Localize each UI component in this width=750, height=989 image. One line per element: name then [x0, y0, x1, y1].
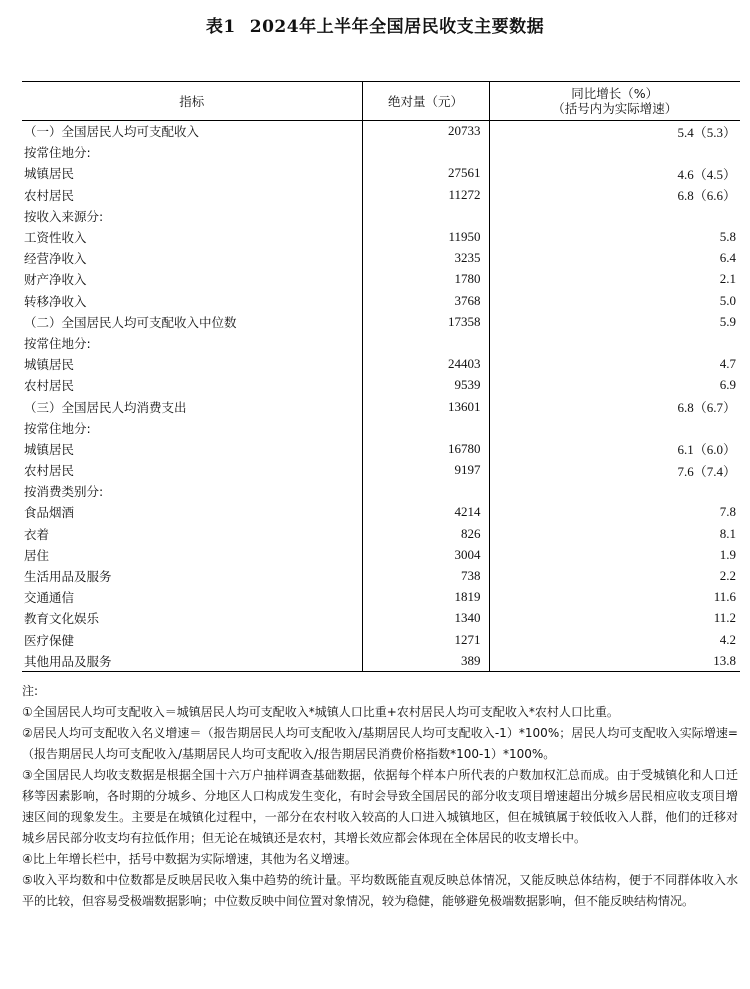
row-growth-value	[489, 332, 740, 353]
row-absolute-value	[362, 142, 489, 163]
table-row	[22, 629, 740, 650]
table-row	[22, 121, 740, 142]
row-growth-value: 2.2	[489, 565, 740, 586]
row-absolute-value: 3004	[362, 544, 489, 565]
row-absolute-value	[362, 417, 489, 438]
row-absolute-value: 738	[362, 565, 489, 586]
table-row	[22, 248, 740, 269]
row-growth-value: 6.4	[489, 248, 740, 269]
header-absolute: 绝对量（元）	[362, 82, 489, 121]
table-row	[22, 354, 740, 375]
table-row	[22, 523, 740, 544]
row-label: 城镇居民	[24, 166, 75, 182]
table-row	[22, 375, 740, 396]
table-row	[22, 205, 740, 226]
row-growth-value: 6.9	[489, 375, 740, 396]
notes-heading: 注:	[22, 684, 39, 698]
table-row	[22, 481, 740, 502]
row-absolute-value: 1340	[362, 608, 489, 629]
table-row	[22, 417, 740, 438]
row-label: 医疗保健	[24, 632, 75, 648]
note-item: ⑤收入平均数和中位数都是反映居民收入集中趋势的统计量。平均数既能直观反映总体情况，又能反映总体结构，便于不同群体收入水平的比较，但容易受极端数据影响；中位数反映中间位置对象情况，较为稳健，能够避免极端数据影响，但不能反映结构情况。	[22, 873, 738, 908]
row-absolute-value: 3235	[362, 248, 489, 269]
row-growth-value: 6.1（6.0）	[489, 438, 740, 459]
row-absolute-value: 11950	[362, 226, 489, 247]
row-label: 按常住地分:	[24, 145, 91, 161]
row-label: 转移净收入	[24, 293, 87, 309]
table-row	[22, 226, 740, 247]
row-absolute-value: 24403	[362, 354, 489, 375]
row-growth-value: 5.8	[489, 226, 740, 247]
table-row	[22, 650, 740, 671]
table-row	[22, 184, 740, 205]
row-absolute-value: 11272	[362, 184, 489, 205]
note-item: ②居民人均可支配收入名义增速＝（报告期居民人均可支配收入/基期居民人均可支配收入-1）*100%；居民人均可支配收入实际增速=（报告期居民人均可支配收入/基期居民人均可支配收入/报告期居民消费价格指数*100-1）*100%。	[22, 726, 738, 761]
row-absolute-value: 20733	[362, 121, 489, 142]
row-growth-value: 4.7	[489, 354, 740, 375]
row-absolute-value: 1780	[362, 269, 489, 290]
row-label: 财产净收入	[24, 272, 87, 288]
row-absolute-value: 3768	[362, 290, 489, 311]
row-growth-value	[489, 481, 740, 502]
table-row	[22, 502, 740, 523]
row-growth-value: 7.6（7.4）	[489, 460, 740, 481]
row-growth-value: 11.2	[489, 608, 740, 629]
row-absolute-value: 389	[362, 650, 489, 671]
row-growth-value	[489, 417, 740, 438]
row-growth-value	[489, 142, 740, 163]
row-growth-value: 13.8	[489, 650, 740, 671]
row-label: 农村居民	[24, 463, 75, 479]
header-indicator: 指标	[22, 82, 362, 121]
row-label: 农村居民	[24, 187, 75, 203]
row-growth-value: 4.2	[489, 629, 740, 650]
row-growth-value: 8.1	[489, 523, 740, 544]
row-absolute-value: 13601	[362, 396, 489, 417]
row-label: 经营净收入	[24, 251, 87, 267]
row-label: 居住	[24, 547, 50, 563]
row-label: 其他用品及服务	[22, 650, 362, 671]
row-label: 按常住地分:	[24, 335, 91, 351]
row-growth-value: 6.8（6.6）	[489, 184, 740, 205]
table-row	[22, 587, 740, 608]
header-growth	[489, 82, 740, 121]
header-growth-line2: （括号内为实际增速）	[552, 101, 678, 116]
row-label: 生活用品及服务	[24, 569, 112, 585]
row-label: 按常住地分:	[24, 420, 91, 436]
row-absolute-value: 9539	[362, 375, 489, 396]
table-row	[22, 438, 740, 459]
table-title-text: 2024年上半年全国居民收支主要数据	[249, 17, 545, 37]
row-absolute-value: 16780	[362, 438, 489, 459]
row-absolute-value	[362, 332, 489, 353]
row-label: 按消费类别分:	[24, 484, 104, 500]
table-row	[22, 269, 740, 290]
row-growth-value: 4.6（4.5）	[489, 163, 740, 184]
row-label: 按收入来源分:	[24, 208, 104, 224]
row-absolute-value	[362, 205, 489, 226]
table-number: 表1	[205, 17, 236, 37]
row-label: （三）全国居民人均消费支出	[24, 399, 187, 415]
row-label: 农村居民	[24, 378, 75, 394]
note-item: ①全国居民人均可支配收入＝城镇居民人均可支配收入*城镇人口比重+农村居民人均可支配收入*农村人口比重。	[22, 705, 619, 719]
table-row	[22, 608, 740, 629]
table-row	[22, 290, 740, 311]
row-growth-value: 2.1	[489, 269, 740, 290]
row-absolute-value: 9197	[362, 460, 489, 481]
row-label: 衣着	[24, 526, 50, 542]
row-label: 交通通信	[24, 590, 75, 606]
table-row	[22, 460, 740, 481]
row-growth-value: 11.6	[489, 587, 740, 608]
row-growth-value	[489, 205, 740, 226]
table-row	[22, 142, 740, 163]
row-absolute-value: 1819	[362, 587, 489, 608]
row-label: （二）全国居民人均可支配收入中位数	[24, 314, 237, 330]
table-title	[0, 12, 750, 37]
table-row	[22, 396, 740, 417]
row-label: 城镇居民	[24, 441, 75, 457]
note-item: ③全国居民人均收支数据是根据全国十六万户抽样调查基础数据，依据每个样本户所代表的户数加权汇总而成。由于受城镇化和人口迁移等因素影响，各时期的分城乡、分地区人口构成发生变化，有时会导致全国居民的部分收支项目增速超出分城乡居民相应收支项目增速区间的现象发生。主要是在城镇化过程中，一部分在农村收入较高的人口进入城镇地区，但在城镇属于较低收入人群，他们的迁移对城乡居民部分收支均有拉低作用；但无论在城镇还是农村，其增长效应都会体现在全体居民的收支增长中。	[22, 768, 738, 845]
row-absolute-value: 27561	[362, 163, 489, 184]
data-table	[22, 81, 740, 672]
table-row	[22, 565, 740, 586]
table-row	[22, 163, 740, 184]
row-growth-value: 1.9	[489, 544, 740, 565]
table-row	[22, 311, 740, 332]
row-label: 工资性收入	[24, 230, 87, 246]
row-absolute-value: 4214	[362, 502, 489, 523]
row-growth-value: 5.9	[489, 311, 740, 332]
table-body	[22, 121, 740, 672]
row-label: 城镇居民	[24, 357, 75, 373]
table-row	[22, 332, 740, 353]
table-header	[22, 82, 740, 121]
row-growth-value: 7.8	[489, 502, 740, 523]
row-growth-value: 6.8（6.7）	[489, 396, 740, 417]
row-absolute-value	[362, 481, 489, 502]
row-label: 教育文化娱乐	[24, 611, 100, 627]
row-absolute-value: 1271	[362, 629, 489, 650]
notes-section	[22, 681, 738, 912]
row-absolute-value: 17358	[362, 311, 489, 332]
row-label: 食品烟酒	[24, 505, 75, 521]
table-row	[22, 544, 740, 565]
header-growth-line1: 同比增长（%）	[571, 86, 659, 101]
row-absolute-value: 826	[362, 523, 489, 544]
row-growth-value: 5.0	[489, 290, 740, 311]
note-item: ④比上年增长栏中，括号中数据为实际增速，其他为名义增速。	[22, 852, 357, 866]
row-growth-value: 5.4（5.3）	[489, 121, 740, 142]
row-label: （一）全国居民人均可支配收入	[24, 124, 200, 140]
